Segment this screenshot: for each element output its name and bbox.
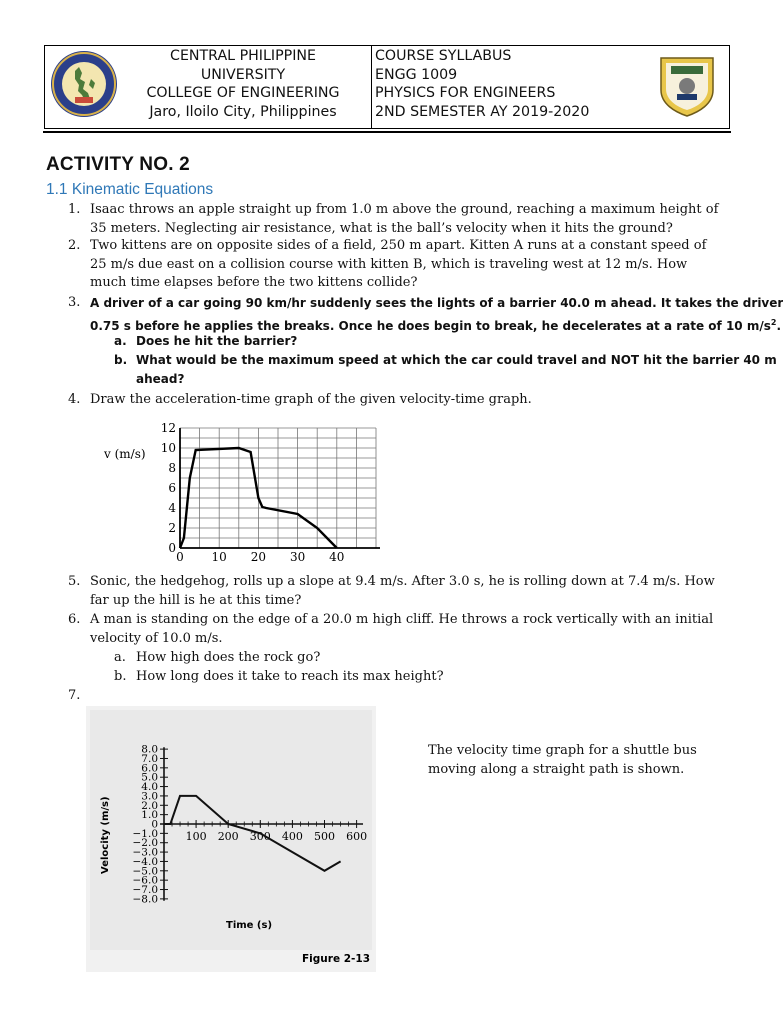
question-1-number: 1. [68, 202, 81, 217]
college-shield-logo [655, 54, 719, 118]
x-tick-label: 200 [217, 830, 239, 843]
y-tick-label: 8 [168, 461, 176, 475]
question-3-line: 0.75 s before he applies the breaks. Once he does begin to break, he decelerates at a rate of 10 m/s [90, 319, 771, 333]
question-7-description [428, 742, 697, 779]
course-name: PHYSICS FOR ENGINEERS [375, 85, 556, 101]
university-line-2: UNIVERSITY [200, 66, 286, 83]
university-line-1: CENTRAL PHILIPPINE [170, 48, 316, 64]
question-6-line: velocity of 10.0 m/s. [90, 630, 223, 646]
y-tick-label: −4.0 [132, 855, 158, 868]
question-5-line: far up the hill is he at this time? [90, 592, 302, 608]
chart-grid [180, 428, 380, 548]
question-5-line: Sonic, the hedgehog, rolls up a slope at 9.4 m/s. After 3.0 s, he is rolling down at 7.4 m/s. How [90, 574, 715, 589]
question-6b-label: b. [114, 669, 127, 684]
course-line-1: COURSE SYLLABUS [375, 48, 512, 64]
shuttle-bus-chart [86, 706, 376, 972]
velocity-time-chart [96, 416, 386, 566]
y-tick-label: −8.0 [132, 893, 158, 906]
question-6-text [90, 611, 713, 648]
university-seal-logo [49, 49, 119, 119]
period: . [776, 319, 781, 333]
x-tick-label: 0 [176, 550, 184, 564]
question-2-line: Two kittens are on opposite sides of a field, 250 m apart. Kitten A runs at a constant speed of [90, 238, 707, 253]
activity-title: ACTIVITY NO. 2 [46, 154, 190, 175]
university-address: Jaro, Iloilo City, Philippines [149, 103, 337, 120]
question-3b-line: What would be the maximum speed at which the car could travel and NOT hit the barrier 40 m [136, 353, 777, 367]
y-tick-label: −5.0 [132, 865, 158, 878]
y-tick-label: −1.0 [132, 827, 158, 840]
question-2-number: 2. [68, 238, 81, 253]
question-6a-text: How high does the rock go? [136, 650, 321, 665]
y-tick-label: 2.0 [141, 799, 158, 812]
question-7-line: The velocity time graph for a shuttle bus [428, 743, 697, 758]
section-heading: 1.1 Kinematic Equations [46, 181, 214, 198]
x-tick-label: 500 [314, 830, 335, 843]
course-code: ENGG 1009 [375, 66, 458, 83]
syllabus-header [44, 45, 730, 129]
x-tick-label: 10 [211, 550, 227, 564]
y-tick-label: −3.0 [132, 846, 158, 859]
question-3b-text [136, 351, 777, 389]
question-3-text [90, 294, 783, 336]
y-tick-label: 0 [168, 541, 176, 555]
y-tick-label: 6.0 [141, 762, 158, 775]
y-tick-label: 10 [160, 441, 176, 455]
question-6a-label: a. [114, 650, 126, 665]
question-6-line: A man is standing on the edge of a 20.0 m high cliff. He throws a rock vertically with an initial [90, 612, 714, 627]
y-tick-label: 3.0 [141, 790, 158, 803]
question-2-line: much time elapses before the two kittens collide? [90, 275, 418, 290]
x-tick-label: 30 [289, 550, 306, 564]
question-6b-text: How long does it take to reach its max height? [136, 669, 444, 684]
question-3-number: 3. [68, 295, 81, 310]
question-5-number: 5. [68, 574, 81, 589]
y-tick-label: 4 [168, 501, 176, 515]
y-tick-label: 1.0 [141, 809, 158, 822]
question-4-number: 4. [68, 392, 81, 407]
question-3-line: A driver of a car going 90 km/hr suddenly sees the lights of a barrier 40.0 m ahead. It takes the driver [90, 296, 783, 310]
question-3a-text: Does he hit the barrier? [136, 334, 298, 348]
question-7-number: 7. [68, 688, 81, 703]
college-name: COLLEGE OF ENGINEERING [146, 85, 340, 101]
question-5-text [90, 573, 715, 610]
x-tick-label: 100 [185, 830, 207, 843]
y-tick-label: 8.0 [141, 743, 158, 756]
question-2-line: 25 m/s due east on a collision course with kitten B, which is traveling west at 12 m/s. How [90, 256, 688, 272]
question-4-text: Draw the acceleration-time graph of the given velocity-time graph. [90, 392, 532, 407]
y-tick-label: 0 [151, 818, 158, 831]
y-tick-label: −7.0 [132, 884, 158, 897]
x-tick-label: 20 [250, 550, 267, 564]
y-tick-label: 2 [168, 521, 176, 535]
y-tick-label: 6 [168, 481, 176, 495]
question-7-line: moving along a straight path is shown. [428, 761, 685, 777]
question-3a-label: a. [114, 334, 127, 348]
y-tick-label: −6.0 [132, 874, 158, 887]
x-axis-label: Time (s) [226, 920, 273, 931]
question-6-number: 6. [68, 612, 81, 627]
x-tick-label: 40 [329, 550, 345, 564]
y-tick-label: 5.0 [141, 771, 158, 784]
y-axis-label: Velocity (m/s) [100, 796, 111, 874]
x-tick-label: 400 [281, 830, 303, 843]
university-block [115, 47, 371, 121]
course-block [375, 47, 589, 121]
y-tick-label: 12 [160, 421, 176, 435]
figure-caption: Figure 2-13 [302, 953, 370, 965]
semester: 2ND SEMESTER AY 2019-2020 [375, 103, 590, 120]
question-1-text [90, 201, 718, 238]
superscript: 2 [770, 318, 777, 327]
question-1-line: Isaac throws an apple straight up from 1.0 m above the ground, reaching a maximum height of [90, 202, 719, 217]
y-tick-label: 7.0 [141, 752, 158, 765]
question-3b-line: ahead? [136, 372, 185, 386]
y-tick-label: 4.0 [141, 781, 158, 794]
x-tick-label: 300 [249, 830, 271, 843]
x-tick-label: 600 [346, 830, 368, 843]
question-1-line: 35 meters. Neglecting air resistance, what is the ball’s velocity when it hits the ground? [90, 220, 673, 236]
y-axis-label: v (m/s) [104, 447, 146, 461]
y-tick-label: −2.0 [132, 837, 158, 850]
question-3b-label: b. [114, 353, 128, 367]
question-2-text [90, 237, 706, 293]
